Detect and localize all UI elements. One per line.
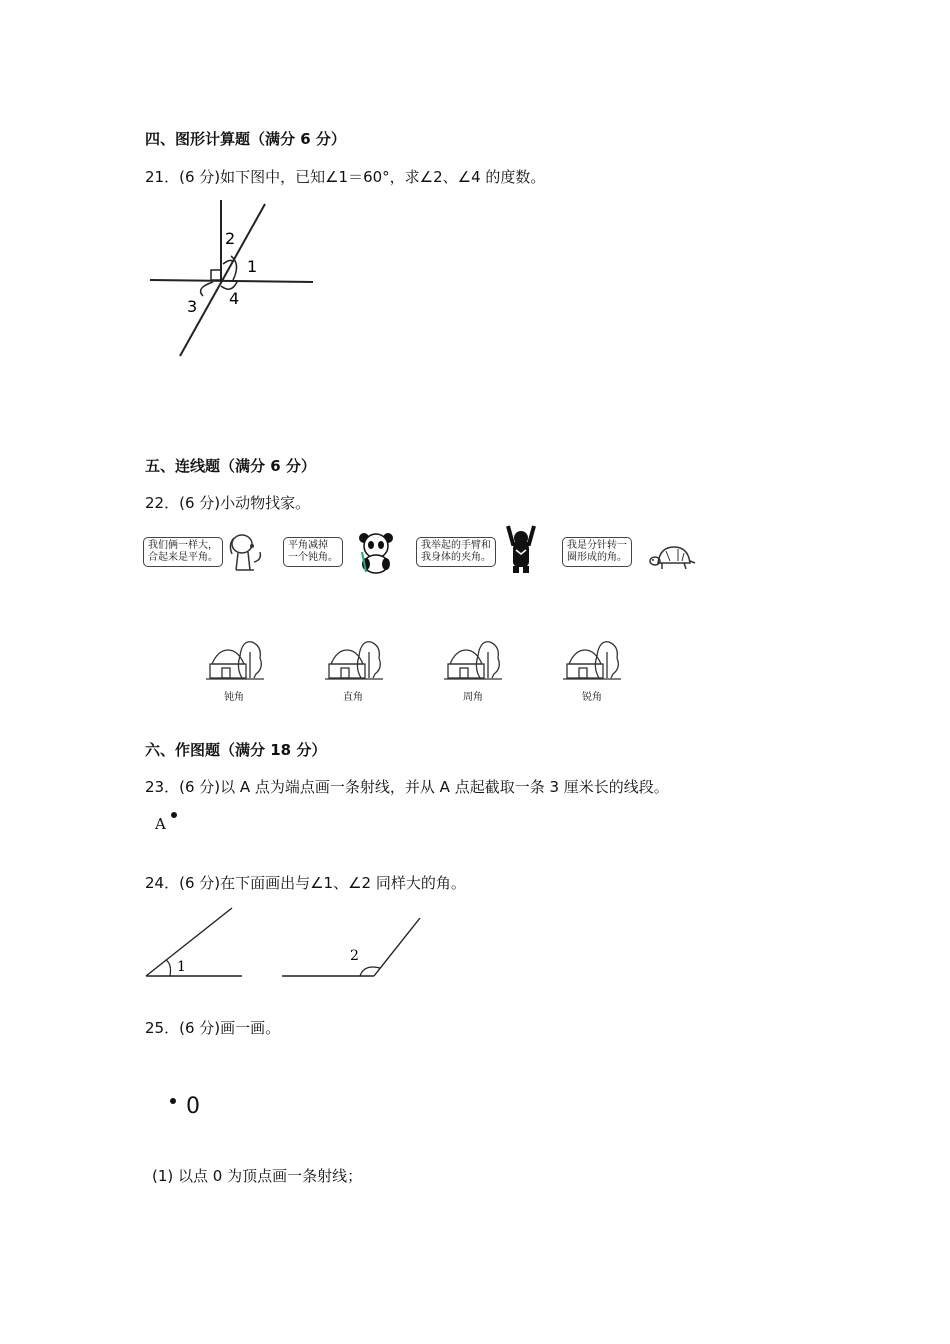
question-25: 25．(6 分)画一画。 [145, 1019, 281, 1037]
question-21: 21．(6 分)如下图中，已知∠1＝60°，求∠2、∠4 的度数。 [145, 168, 546, 186]
angle-1-label: 1 [247, 257, 258, 276]
house-icon [325, 638, 383, 686]
question-24: 24．(6 分)在下面画出与∠1、∠2 同样大的角。 [145, 874, 466, 892]
house-label-2: 直角 [343, 692, 363, 703]
speech-bubble-3 [416, 537, 496, 567]
angle-2-figure [280, 914, 425, 980]
house-icon [444, 638, 502, 686]
bubble-1-line-2: 合起来是平角。 [148, 552, 218, 563]
bubble-1-line-1: 我们俩一样大， [148, 540, 218, 551]
speech-bubble-1 [143, 537, 223, 567]
question-25-part-1: (1) 以点 0 为顶点画一条射线； [152, 1167, 363, 1185]
house-icon [206, 638, 264, 686]
angle-3-label: 3 [187, 297, 198, 316]
angle-4-label: 4 [229, 289, 240, 308]
house-icon [563, 638, 621, 686]
bear-icon [504, 524, 538, 574]
angle-1-fig-label: 1 [177, 959, 186, 975]
point-o-label: 0 [186, 1094, 200, 1119]
bubble-2-line-1: 平角减掉 [288, 540, 328, 551]
panda-icon [356, 532, 396, 574]
speech-bubble-2 [283, 537, 343, 567]
angle-2-label: 2 [225, 229, 236, 248]
bubble-3-line-1: 我举起的手臂和 [421, 540, 491, 551]
section5-heading: 五、连线题（满分 6 分） [145, 457, 316, 475]
dog-icon [224, 530, 266, 574]
bubble-2-line-2: 一个钝角。 [288, 552, 338, 563]
bubble-4-line-2: 圈形成的角。 [567, 552, 627, 563]
point-a-label: A [155, 815, 166, 833]
question-23: 23．(6 分)以 A 点为端点画一条射线，并从 A 点起截取一条 3 厘米长的线段。 [145, 778, 669, 796]
house-label-4: 锐角 [582, 692, 602, 703]
angle-2-fig-label: 2 [350, 948, 359, 964]
point-o-dot [170, 1098, 176, 1104]
house-label-1: 钝角 [224, 692, 244, 703]
turtle-icon [650, 543, 696, 573]
bubble-3-line-2: 我身体的夹角。 [421, 552, 491, 563]
section4-heading: 四、图形计算题（满分 6 分） [145, 130, 346, 148]
intersecting-lines-figure [145, 198, 325, 363]
question-22: 22．(6 分)小动物找家。 [145, 494, 311, 512]
house-label-3: 周角 [463, 692, 483, 703]
point-a-dot [171, 812, 177, 818]
speech-bubble-4 [562, 537, 632, 567]
section6-heading: 六、作图题（满分 18 分） [145, 741, 327, 759]
bubble-4-line-1: 我是分针转一 [567, 540, 627, 551]
angle-1-figure [144, 904, 246, 980]
